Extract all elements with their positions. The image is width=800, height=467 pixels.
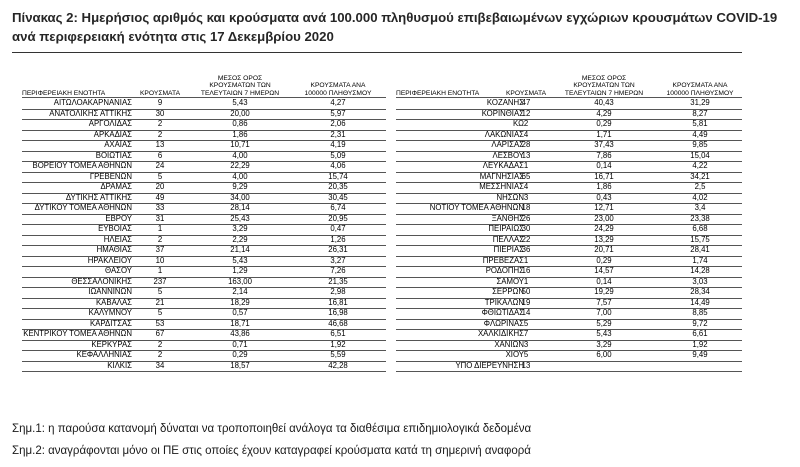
unit-name: ΔΥΤΙΚΗΣ ΑΤΤΙΚΗΣ [65,192,132,202]
header-avg-l2: ΚΡΟΥΣΜΑΤΩΝ ΤΩΝ [209,82,271,89]
unit-name: ΣΑΜΟΥ [496,276,524,286]
unit-name: ΠΙΕΡΙΑΣ [493,245,524,254]
right-table-row [22,193,742,204]
unit-name: ΕΥΒΟΙΑΣ [98,224,132,233]
cases-count: 1 [523,161,529,170]
avg-7-days: 0,57 [232,308,248,317]
cases-per-100k: 16,81 [328,297,348,307]
cases-count: 2 [157,350,163,359]
unit-name: ΛΑΡΙΣΑΣ [491,140,524,149]
unit-name: ΑΙΤΩΛΟΑΚΑΡΝΑΝΙΑΣ [53,98,132,107]
avg-7-days: 25,43 [230,213,250,223]
cases-per-100k: 9,49 [692,350,708,359]
cases-per-100k: 28,41 [690,245,710,254]
cases-count: 1 [523,255,529,265]
unit-name: ΚΕΦΑΛΛΗΝΙΑΣ [76,350,132,359]
right-table-row [22,298,742,309]
right-table-row [22,340,742,351]
cases-count: 13 [155,140,165,149]
avg-7-days: 21,14 [230,245,250,254]
right-table-row [22,98,742,109]
cases-count: 5 [157,171,163,181]
avg-7-days: 0,29 [596,119,612,128]
cases-per-100k: 6,61 [692,329,708,338]
right-table-row [22,119,742,130]
avg-7-days: 0,43 [596,192,612,202]
cases-per-100k: 8,85 [692,308,708,317]
unit-name: ΛΕΣΒΟΥ [492,150,524,160]
cases-per-100k: 15,75 [690,234,710,244]
caption-divider [12,52,742,53]
cases-per-100k: 5,81 [692,119,708,128]
right-table-row [22,140,742,151]
cases-count: 6 [157,150,163,160]
cases-per-100k: 6,51 [330,329,346,338]
avg-7-days: 22,29 [230,161,250,170]
cases-per-100k: 4,19 [330,140,346,149]
avg-7-days: 37,43 [594,140,614,149]
avg-7-days: 5,43 [596,329,612,338]
avg-7-days: 18,57 [230,360,250,370]
cases-per-100k: 21,35 [328,276,348,286]
unit-name: ΚΙΛΚΙΣ [107,360,132,370]
avg-7-days: 2,14 [232,287,248,296]
cases-count: 34 [155,360,165,370]
avg-7-days: 13,29 [594,234,614,244]
cases-count: 3 [523,192,529,202]
header-avg [190,75,290,98]
cases-count: 37 [155,245,165,254]
avg-7-days: 6,00 [596,350,612,359]
right-table-row [22,182,742,193]
avg-7-days: 0,71 [232,339,248,349]
cases-count: 5 [157,287,163,296]
cases-count: 22 [521,234,531,244]
unit-name: ΗΛΕΙΑΣ [103,234,132,244]
right-table-row [22,130,742,141]
cases-count: 49 [155,192,165,202]
unit-name: ΦΘΙΩΤΙΔΑΣ [481,308,524,317]
header-avg-l1: ΜΕΣΟΣ ΟΡΟΣ [217,74,263,82]
unit-name: ΜΑΓΝΗΣΙΑΣ [479,171,524,181]
header-unit: ΠΕΡΙΦΕΡΕΙΑΚΗ ΕΝΟΤΗΤΑ [22,89,106,97]
cases-count: 30 [155,108,165,118]
cases-count: 18 [521,203,531,212]
unit-name: ΚΑΒΑΛΑΣ [95,297,132,307]
right-table-row [22,256,742,267]
footnote-2: Σημ.2: αναγράφονται μόνο οι ΠΕ στις οποίες έχουν καταγραφεί κρούσματα κατά τη σημερινή αναφορά [12,445,531,457]
cases-count: 3 [523,339,529,349]
header-avg-right-l3: ΤΕΛΕΥΤΑΙΩΝ 7 ΗΜΕΡΩΝ [564,89,644,97]
cases-per-100k: 20,35 [328,182,348,191]
unit-name: ΔΡΑΜΑΣ [100,182,132,191]
right-table-row [22,329,742,340]
header-per100k-right-l2: 100000 ΠΛΗΘΥΣΜΟΥ [666,89,734,97]
cases-count: 30 [521,224,531,233]
avg-7-days: 3,29 [596,339,612,349]
right-table-row [22,214,742,225]
cases-per-100k: 9,72 [692,318,708,328]
cases-count: 9 [157,98,163,107]
cases-count: 13 [521,150,531,160]
avg-7-days: 1,71 [596,129,612,139]
right-table-row [22,161,742,172]
header-per100k-right [652,82,748,97]
right-table-row [22,109,742,120]
unit-name: ΗΜΑΘΙΑΣ [96,245,132,254]
avg-7-days: 7,57 [596,297,612,307]
right-table-row [22,287,742,298]
avg-7-days: 4,29 [596,108,612,118]
unit-name: ΤΡΙΚΑΛΩΝ [484,297,524,307]
cases-per-100k: 7,26 [330,266,346,275]
unit-name: ΣΕΡΡΩΝ [492,287,524,296]
cases-count: 4 [523,182,529,191]
cases-count: 12 [521,108,531,118]
unit-name: ΝΗΣΩΝ [496,192,524,202]
cases-per-100k: 6,68 [692,224,708,233]
unit-name: ΚΕΝΤΡΙΚΟΥ ΤΟΜΕΑ ΑΘΗΝΩΝ [23,329,132,338]
cases-count: 2 [157,129,163,139]
unit-name: ΧΑΛΚΙΔΙΚΗΣ [477,329,524,338]
unit-name: ΓΡΕΒΕΝΩΝ [89,171,132,181]
unit-name: ΘΑΣΟΥ [105,266,132,275]
cases-per-100k: 2,31 [330,129,346,139]
cases-count: 53 [155,318,165,328]
cases-count: 237 [153,276,167,286]
cases-count: 24 [155,161,165,170]
right-table-row [22,277,742,288]
cases-per-100k: 15,04 [690,150,710,160]
unit-name: ΧΑΝΙΩΝ [494,339,524,349]
avg-7-days: 40,43 [594,98,614,107]
row-divider [396,371,742,372]
cases-per-100k: 31,29 [690,98,710,107]
unit-name: ΚΑΡΔΙΤΣΑΣ [90,318,132,328]
right-table-row [22,245,742,256]
right-table-row [22,266,742,277]
cases-count: 10 [155,255,165,265]
avg-7-days: 1,29 [232,266,248,275]
avg-7-days: 12,71 [594,203,614,212]
unit-name: ΒΟΡΕΙΟΥ ΤΟΜΕΑ ΑΘΗΝΩΝ [32,161,132,170]
right-table-row [22,350,742,361]
cases-count: 4 [523,129,529,139]
avg-7-days: 20,71 [594,245,614,254]
unit-name: ΔΥΤΙΚΟΥ ΤΟΜΕΑ ΑΘΗΝΩΝ [34,203,132,212]
cases-count: 65 [521,171,531,181]
avg-7-days: 0,29 [596,255,612,265]
cases-count: 2 [157,119,163,128]
avg-7-days: 34,00 [230,192,250,202]
right-table-row [22,308,742,319]
cases-per-100k: 9,85 [692,140,708,149]
unit-name: ΛΑΚΩΝΙΑΣ [484,129,524,139]
cases-count: 2 [157,234,163,244]
avg-7-days: 0,14 [596,276,612,286]
cases-per-100k: 5,59 [330,350,346,359]
header-avg-right-l2: ΚΡΟΥΣΜΑΤΩΝ ΤΩΝ [573,82,635,89]
cases-per-100k: 34,21 [690,171,710,181]
header-per100k-right-l1: ΚΡΟΥΣΜΑΤΑ ΑΝΑ [672,82,728,89]
avg-7-days: 0,14 [596,161,612,170]
cases-per-100k: 5,97 [330,108,346,118]
unit-name: ΙΩΑΝΝΙΝΩΝ [88,287,132,296]
unit-name: ΠΕΙΡΑΙΩΣ [488,224,524,233]
unit-name: ΚΩ [512,119,524,128]
cases-count: 36 [521,245,531,254]
unit-name: ΕΒΡΟΥ [105,213,132,223]
cases-count: 67 [155,329,165,338]
cases-count: 47 [521,98,531,107]
cases-per-100k: 1,74 [692,255,708,265]
cases-count: 28 [521,140,531,149]
left-table-header [22,69,382,97]
header-avg-right [554,75,654,98]
table-caption: Πίνακας 2: Ημερήσιος αριθμός και κρούσματα ανά 100.000 πληθυσμού επιβεβαιωμένων εγχώριων κρουσμάτων COVID-19 ανά περιφερειακή ενότητα στις 17 Δεκεμβρίου 2020 [12,10,778,44]
avg-7-days: 1,86 [232,129,248,139]
header-per100k [290,82,386,97]
cases-per-100k: 14,49 [690,297,710,307]
right-table-row [22,319,742,330]
avg-7-days: 7,00 [596,308,612,317]
cases-count: 19 [521,297,531,307]
avg-7-days: 4,00 [232,150,248,160]
avg-7-days: 28,14 [230,203,250,212]
avg-7-days: 24,29 [594,224,614,233]
avg-7-days: 3,29 [232,224,248,233]
cases-count: 14 [521,308,531,317]
cases-count: 50 [521,287,531,296]
avg-7-days: 18,71 [230,318,250,328]
unit-name: ΚΕΡΚΥΡΑΣ [91,339,132,349]
unit-name: ΥΠΟ ΔΙΕΡΕΥΝΗΣΗ [455,360,524,370]
unit-name: ΜΕΣΣΗΝΙΑΣ [479,182,524,191]
cases-per-100k: 4,06 [330,161,346,170]
unit-name: ΞΑΝΘΗΣ [491,213,524,223]
unit-name: ΚΟΡΙΝΘΙΑΣ [481,108,524,118]
cases-per-100k: 3,03 [692,276,708,286]
unit-name: ΑΧΑΪΑΣ [104,140,132,149]
unit-name: ΑΡΚΑΔΙΑΣ [93,129,132,139]
avg-7-days: 1,86 [596,182,612,191]
unit-name: ΑΡΓΟΛΙΔΑΣ [88,119,132,128]
avg-7-days: 43,86 [230,329,250,338]
cases-count: 21 [155,297,165,307]
header-per100k-l2: 100000 ΠΛΗΘΥΣΜΟΥ [304,89,372,97]
cases-per-100k: 2,5 [694,182,706,191]
unit-name: ΑΝΑΤΟΛΙΚΗΣ ΑΤΤΙΚΗΣ [49,108,132,118]
right-table-row [22,224,742,235]
unit-name: ΠΕΛΛΑΣ [492,234,524,244]
cases-per-100k: 2,98 [330,287,346,296]
avg-7-days: 4,00 [232,171,248,181]
footnote-1: Σημ.1: η παρούσα κατανομή δύναται να τροποποιηθεί ανάλογα τα διαθέσιμα επιδημιολογικά δεδομένα [12,423,532,435]
avg-7-days: 14,57 [594,266,614,275]
cases-per-100k: 16,98 [328,308,348,317]
avg-7-days: 20,00 [230,108,250,118]
cases-per-100k: 26,31 [328,245,348,254]
cases-per-100k: 20,95 [328,213,348,223]
avg-7-days: 19,29 [594,287,614,296]
avg-7-days: 23,00 [594,213,614,223]
cases-count: 2 [523,119,529,128]
cases-per-100k: 3,4 [694,203,706,212]
header-per100k-l1: ΚΡΟΥΣΜΑΤΑ ΑΝΑ [310,82,366,89]
avg-7-days: 2,29 [232,234,248,244]
unit-name: ΚΟΖΑΝΗΣ [486,98,524,107]
unit-name: ΦΛΩΡΙΝΑΣ [483,318,524,328]
right-table-header [396,69,742,97]
cases-per-100k: 4,27 [330,98,346,107]
unit-name: ΧΙΟΥ [505,350,524,359]
header-unit-right: ΠΕΡΙΦΕΡΕΙΑΚΗ ΕΝΟΤΗΤΑ [396,89,480,97]
avg-7-days: 5,43 [232,255,248,265]
avg-7-days: 18,29 [230,297,250,307]
right-table-row [22,172,742,183]
avg-7-days: 0,29 [232,350,248,359]
right-table-row [22,235,742,246]
header-cases: ΚΡΟΥΣΜΑΤΑ [139,89,181,97]
avg-7-days: 5,43 [232,98,248,107]
avg-7-days: 0,86 [232,119,248,128]
unit-name: ΒΟΙΩΤΙΑΣ [95,150,132,160]
avg-7-days: 16,71 [594,171,614,181]
cases-count: 1 [157,224,163,233]
cases-count: 5 [523,350,529,359]
avg-7-days: 9,29 [232,182,248,191]
cases-per-100k: 6,74 [330,203,346,212]
header-cases-right: ΚΡΟΥΣΜΑΤΑ [505,89,547,97]
cases-per-100k: 28,34 [690,287,710,296]
right-table-row [22,361,742,372]
unit-name: ΚΑΛΥΜΝΟΥ [88,308,132,317]
unit-name: ΗΡΑΚΛΕΙΟΥ [87,255,132,265]
cases-count: 5 [157,308,163,317]
cases-per-100k: 5,09 [330,150,346,160]
avg-7-days: 10,71 [230,140,250,149]
cases-per-100k: 0,47 [330,224,346,233]
cases-per-100k: 4,22 [692,161,708,170]
avg-7-days: 5,29 [596,318,612,328]
cases-count: 26 [521,213,531,223]
cases-per-100k: 1,92 [330,339,346,349]
cases-per-100k: 1,26 [330,234,346,244]
unit-name: ΡΟΔΟΠΗΣ [485,266,524,275]
row-divider [22,371,386,372]
cases-count: 5 [523,318,529,328]
cases-per-100k: 4,02 [692,192,708,202]
cases-count: 31 [155,213,165,223]
avg-7-days: 163,00 [228,276,252,286]
cases-per-100k: 1,92 [692,339,708,349]
cases-per-100k: 15,74 [328,171,348,181]
cases-per-100k: 42,28 [328,360,348,370]
cases-per-100k: 3,27 [330,255,346,265]
header-avg-l3: ΤΕΛΕΥΤΑΙΩΝ 7 ΗΜΕΡΩΝ [200,89,280,97]
cases-per-100k: 4,49 [692,129,708,139]
cases-per-100k: 46,68 [328,318,348,328]
cases-count: 33 [155,203,165,212]
cases-per-100k: 23,38 [690,213,710,223]
cases-per-100k: 14,28 [690,266,710,275]
cases-count: 1 [523,276,529,286]
cases-count: 13 [521,360,531,370]
cases-per-100k: 2,06 [330,119,346,128]
cases-count: 20 [155,182,165,191]
cases-count: 1 [157,266,163,275]
unit-name: ΝΟΤΙΟΥ ΤΟΜΕΑ ΑΘΗΝΩΝ [429,203,524,212]
cases-per-100k: 8,27 [692,108,708,118]
avg-7-days: 7,86 [596,150,612,160]
cases-per-100k: 30,45 [328,192,348,202]
cases-count: 2 [157,339,163,349]
cases-count: 7 [523,329,529,338]
unit-name: ΠΡΕΒΕΖΑΣ [482,255,524,265]
cases-count: 16 [521,266,531,275]
header-avg-right-l1: ΜΕΣΟΣ ΟΡΟΣ [581,74,627,82]
right-table-row [22,151,742,162]
unit-name: ΘΕΣΣΑΛΟΝΙΚΗΣ [71,276,132,286]
unit-name: ΛΕΥΚΑΔΑΣ [482,161,524,170]
right-table-row [22,203,742,214]
